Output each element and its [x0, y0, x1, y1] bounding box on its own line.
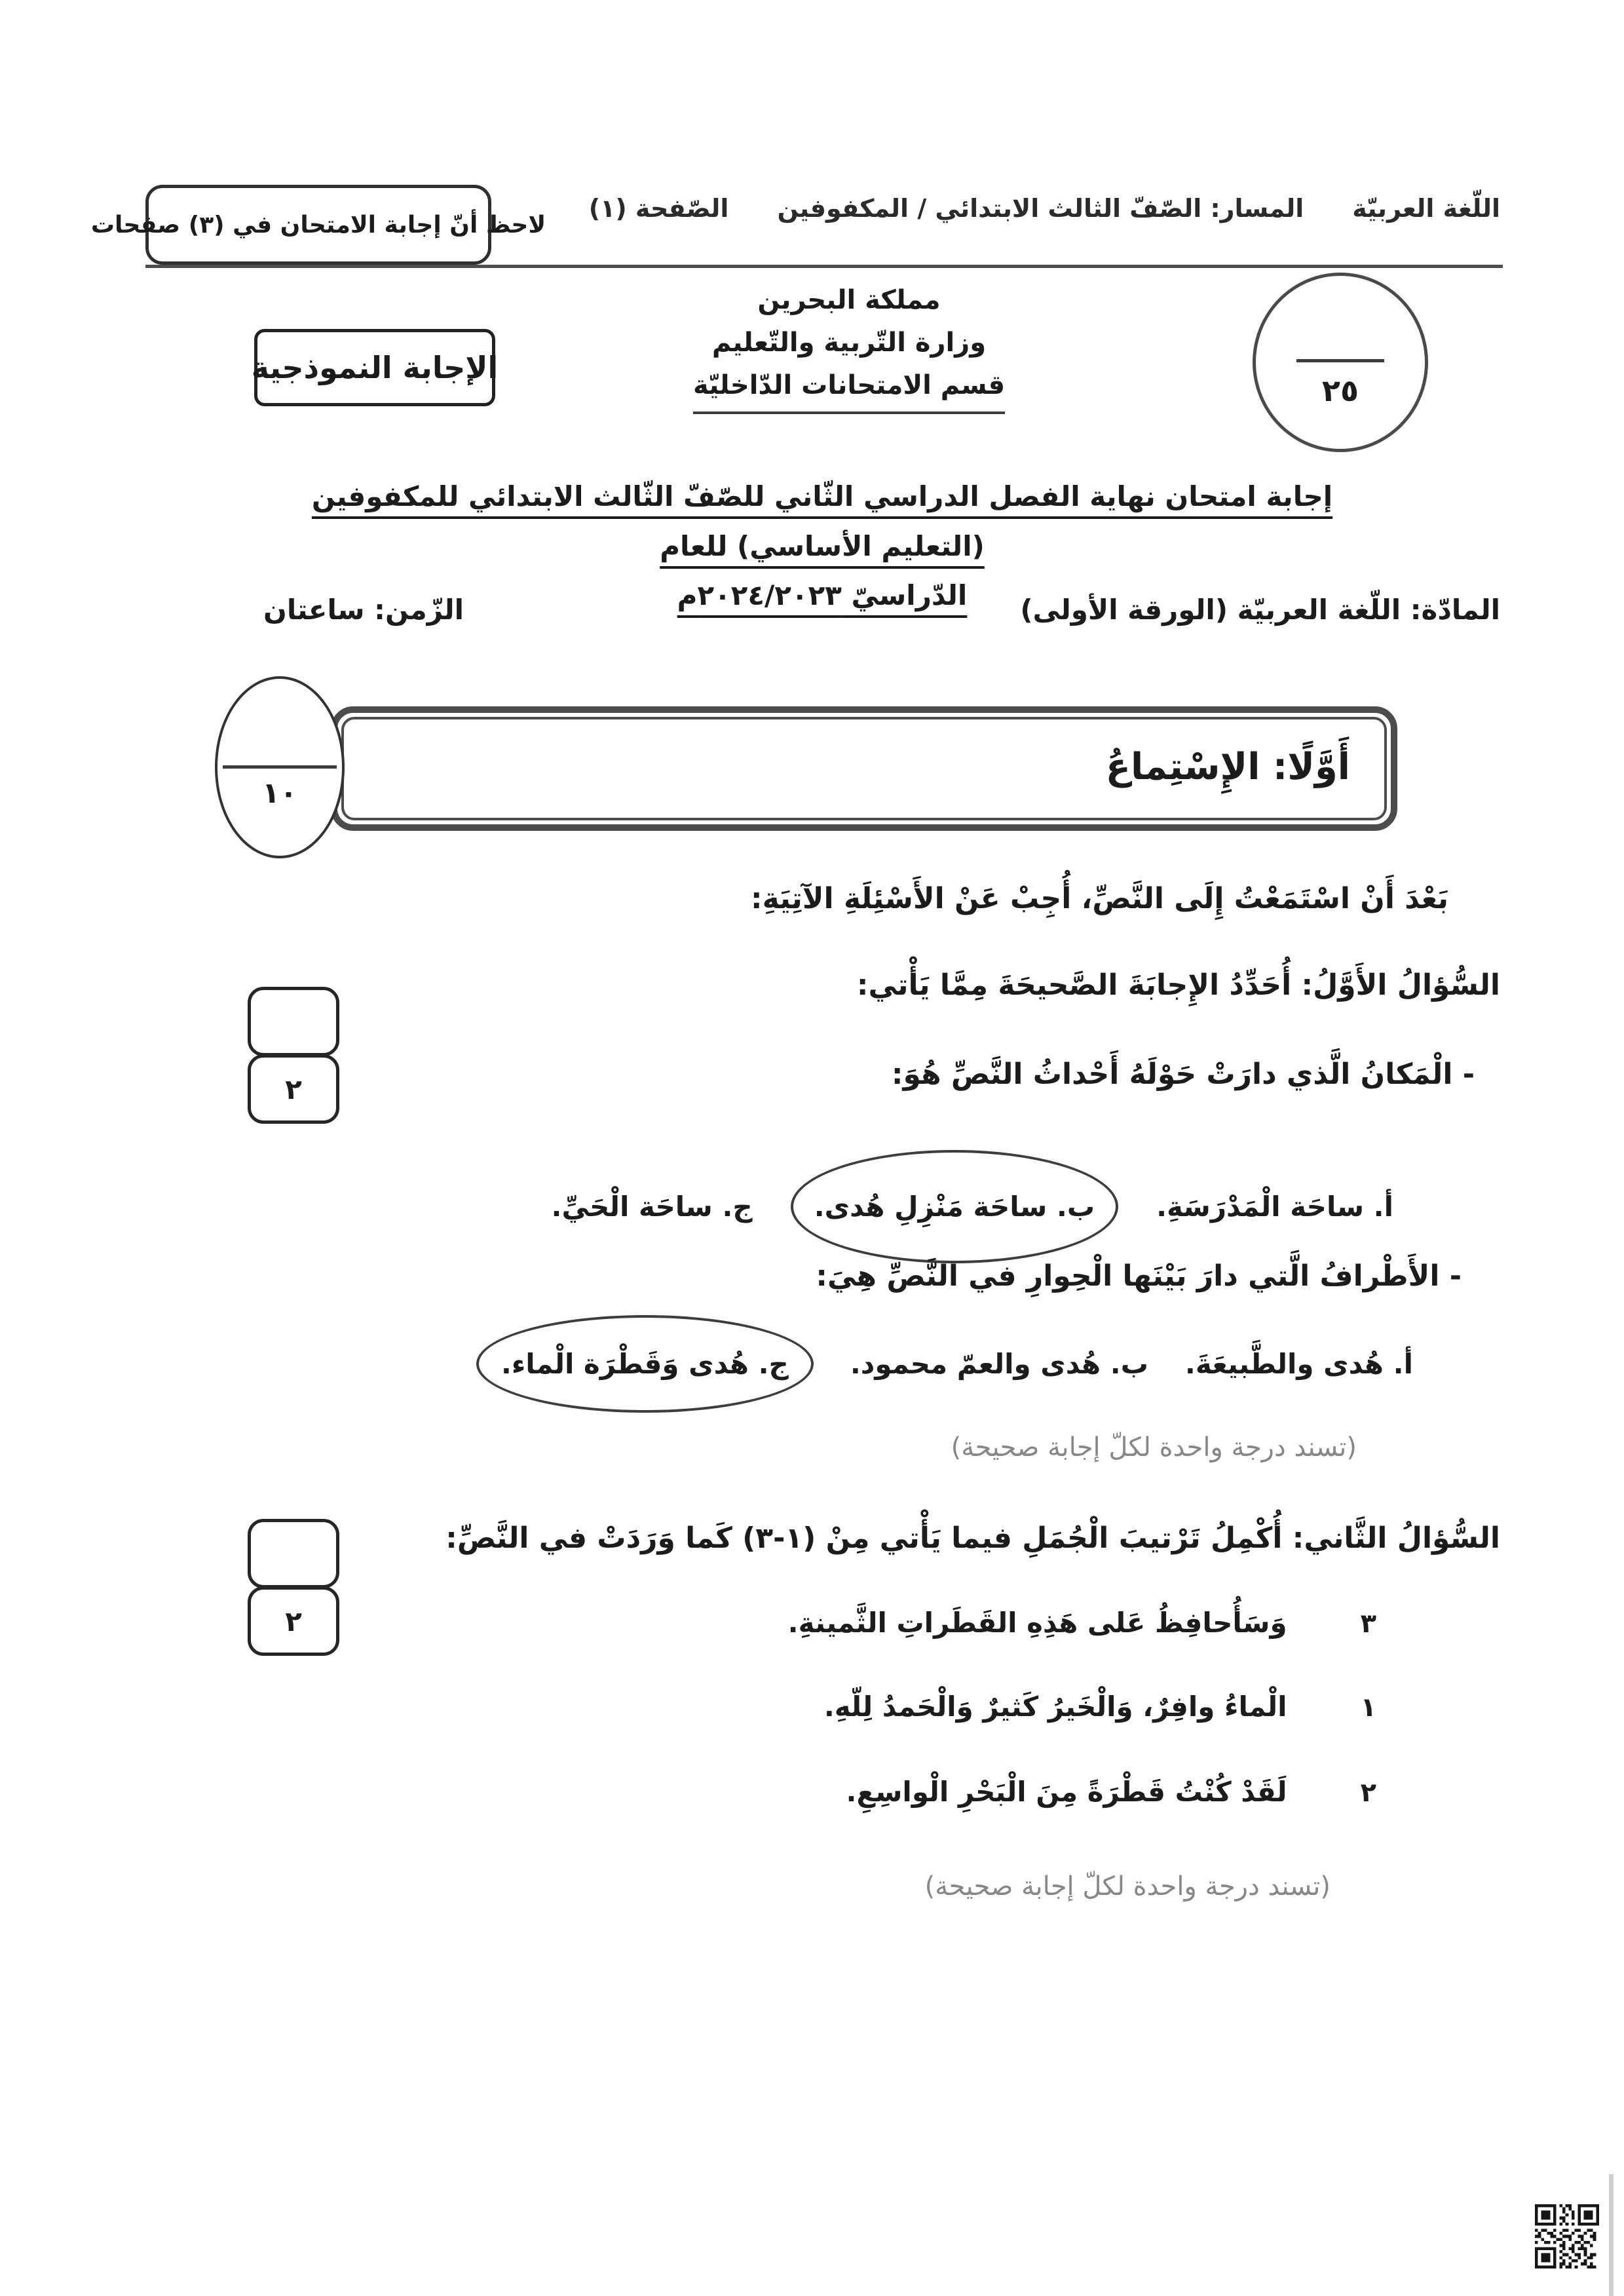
option-a: أ. ساحَة الْمَدْرَسَةِ. [1156, 1190, 1393, 1223]
qr-code [1534, 2204, 1600, 2268]
marks-cell-total: ٢ [248, 1054, 339, 1124]
question1-heading: السُّؤالُ الأَوَّلُ: أُحَدِّدُ الإِجابَةَ الصَّحيحَةَ مِمَّا يَأْتي: [856, 968, 1500, 1002]
ministry-name: وزارة التّربية والتّعليم [711, 327, 987, 358]
question1-sub2-prompt: - الأَطْرافُ الَّتي دارَ بَيْنَها الْحِوارِ في النَّصِّ هِيَ: [816, 1259, 1462, 1293]
order-sentence: الْماءُ وافِرٌ، وَالْخَيرُ كَثيرٌ وَالْحَمدُ لِلّهِ. [823, 1691, 1287, 1723]
model-answer-box [251, 329, 499, 406]
fraction-line [1296, 359, 1384, 362]
marks-cell-total: ٢ [248, 1586, 339, 1656]
option-b: ب. ساحَة مَنْزِلِ هُدى. [814, 1190, 1095, 1223]
scoring-note: (تسند درجة واحدة لكلّ إجابة صحيحة) [924, 1871, 1331, 1902]
order-number: ٢ [1360, 1778, 1376, 1808]
question2-marks-box [248, 1519, 339, 1656]
total-mark-stamp [1253, 273, 1428, 452]
marks-cell-earned [248, 1519, 339, 1588]
exam-title-line1: إجابة امتحان نهاية الفصل الدراسي الثّاني للصّفّ الثّالث الابتدائي للمكفوفين (التعليم الأساسي) للعام [311, 480, 1333, 562]
scan-edge-artifact [1609, 2174, 1614, 2296]
exam-title-line2: الدّراسيّ ٢٠٢٤/٢٠٢٣م [677, 579, 968, 612]
question1-sub1-options [552, 1138, 1393, 1275]
ministry-block [587, 279, 1111, 414]
answer-circle [791, 1150, 1118, 1263]
answer-circle [476, 1315, 814, 1413]
order-item [788, 1607, 1376, 1639]
scoring-note: (تسند درجة واحدة لكلّ إجابة صحيحة) [951, 1432, 1357, 1463]
question1-marks-box [248, 987, 339, 1124]
exam-pages-note: لاحظ أنّ إجابة الامتحان في (٣) صفحات [90, 211, 546, 239]
order-number: ١ [1360, 1693, 1376, 1723]
question2-heading: السُّؤالُ الثَّاني: أُكْمِلُ تَرْتيبَ الْجُمَلِ فيما يَأْتي مِنْ (١-٣) كَما وَرَدَتْ في النَّصِّ: [445, 1521, 1500, 1555]
ministry-country: مملكة البحرين [757, 285, 941, 315]
option-c: ج. ساحَة الْحَيِّ. [551, 1190, 753, 1223]
order-sentence: وَسَأُحافِظُ عَلى هَذِهِ القَطَراتِ الثَّمينةِ. [787, 1607, 1287, 1639]
order-number: ٣ [1360, 1609, 1376, 1639]
section-mark-stamp [215, 676, 345, 858]
marks-cell-earned [248, 987, 339, 1056]
header-divider [145, 265, 1503, 268]
ministry-department: قسم الامتحانات الدّاخليّة [693, 364, 1005, 415]
time-label: الزّمن: ساعتان [263, 594, 464, 626]
subject-label: المادّة: اللّغة العربيّة (الورقة الأولى) [1020, 594, 1500, 626]
question1-sub1-prompt: - الْمَكانُ الَّذي دارَتْ حَوْلَهُ أَحْداثُ النَّصِّ هُوَ: [891, 1058, 1475, 1091]
section-listening-banner [331, 706, 1397, 831]
header-subject: اللّغة العربيّة [1352, 194, 1500, 223]
order-item [846, 1776, 1376, 1808]
header-meta-row [589, 194, 1500, 223]
header-track: المسار: الصّفّ الثالث الابتدائي / المكفوفين [777, 194, 1304, 223]
section-listening-label: أَوَّلًا: الإِسْتِماعُ [1105, 745, 1350, 788]
header-page-number: الصّفحة (١) [588, 194, 729, 223]
question1-sub2-options [476, 1301, 1413, 1426]
total-mark-value: ٢٥ [1321, 372, 1359, 408]
model-answer-label: الإجابة النموذجية [251, 350, 499, 385]
order-sentence: لَقَدْ كُنْتُ قَطْرَةً مِنَ الْبَحْرِ الْواسِعِ. [846, 1776, 1287, 1808]
section-mark-value: ١٠ [262, 776, 297, 810]
order-item [824, 1691, 1376, 1723]
fraction-line [223, 765, 337, 769]
option-b: ب. هُدى والعمّ محمود. [850, 1347, 1148, 1380]
option-c: ج. هُدى وَقَطْرَة الْماء. [500, 1347, 789, 1380]
option-a: أ. هُدى والطَّبيعَةَ. [1184, 1347, 1413, 1380]
exam-pages-note-box [90, 185, 546, 265]
listening-intro: بَعْدَ أَنْ اسْتَمَعْتُ إِلَى النَّصِّ، أُجِبْ عَنْ الأَسْئِلَةِ الآتِيَةِ: [751, 882, 1448, 915]
